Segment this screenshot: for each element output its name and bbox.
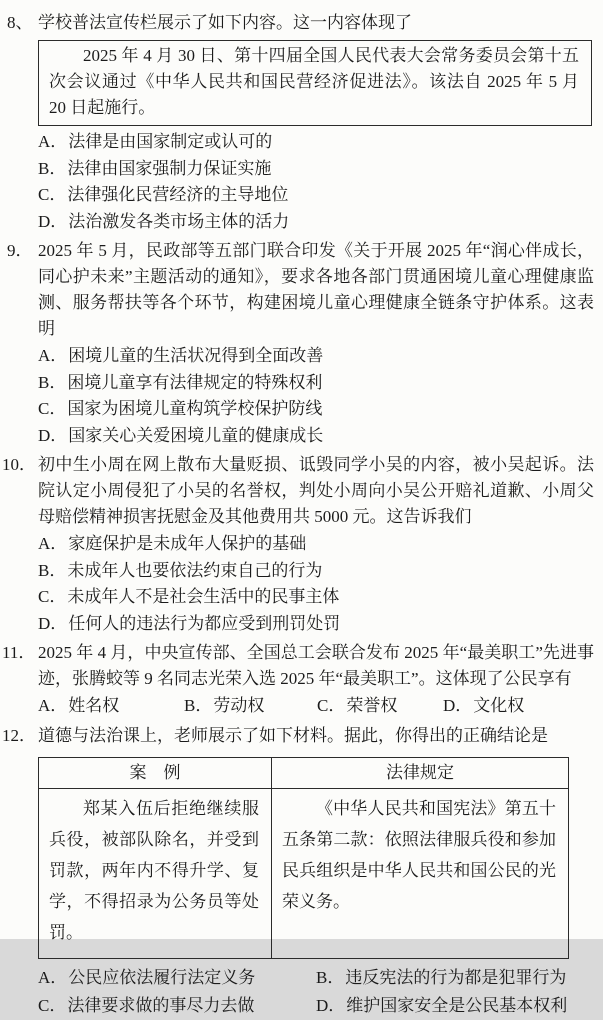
option-text: 法律由国家强制力保证实施 <box>67 158 272 178</box>
option-text: 维护国家安全是公民基本权利 <box>346 996 568 1015</box>
question-8 <box>0 10 594 235</box>
question-11-option-c <box>317 693 443 720</box>
option-text: 荣誉权 <box>346 696 398 715</box>
option-label: A． <box>38 132 68 151</box>
option-label: C． <box>317 696 346 715</box>
table-cell-case <box>39 788 272 958</box>
option-label: B． <box>316 967 345 987</box>
option-label: A． <box>38 967 68 987</box>
option-label: C． <box>38 587 67 606</box>
question-9-option-c <box>38 396 594 423</box>
option-text: 未成年人也要依法约束自己的行为 <box>67 560 323 580</box>
question-9-stem: 2025 年 5 月，民政部等五部门联合印发《关于开展 2025 年“润心伴成长，同心护未来”主题活动的通知》，要求各地各部门贯通困境儿童心理健康监测、服务帮扶等各个环节，构建困境儿童心理健康全链条守护体系。这表明 <box>38 241 594 338</box>
option-label: B． <box>38 158 67 178</box>
option-text: 违反宪法的行为都是犯罪行为 <box>345 967 567 987</box>
option-text: 困境儿童享有法律规定的特殊权利 <box>67 372 323 392</box>
question-12-option-b <box>316 965 594 992</box>
question-8-option-c <box>38 182 594 209</box>
question-10-stem: 初中生小周在网上散布大量贬损、诋毁同学小吴的内容，被小吴起诉。法院认定小周侵犯了小吴的名誉权，判处小周向小吴公开赔礼道歉、小周父母赔偿精神损害抚慰金及其他费用共 5000 元。这告诉我们 <box>38 455 594 526</box>
option-label: D． <box>316 996 346 1015</box>
case-law-table <box>38 757 569 959</box>
option-label: D． <box>443 696 473 715</box>
question-8-number: 8、 <box>7 13 33 32</box>
option-text: 法律强化民营经济的主导地位 <box>67 185 289 204</box>
question-12-options <box>38 965 594 1020</box>
question-11-options <box>38 693 594 720</box>
option-label: D． <box>38 425 68 445</box>
option-label: C． <box>38 185 67 204</box>
question-9-option-d <box>38 423 594 450</box>
question-10-option-d <box>38 611 594 638</box>
option-text: 未成年人不是社会生活中的民事主体 <box>67 587 340 606</box>
question-11-option-d <box>443 693 594 720</box>
question-12-number: 12． <box>2 725 36 745</box>
option-text: 任何人的违法行为都应受到刑罚处罚 <box>68 613 341 633</box>
question-10-number: 10． <box>2 455 36 474</box>
question-8-notice-text: 2025 年 4 月 30 日、第十四届全国人民代表大会常务委员会第十五次会议通过《中华人民共和国民营经济促进法》。该法自 2025 年 5 月 20 日起施行。 <box>49 46 579 117</box>
question-12-stem: 道德与法治课上，老师展示了如下材料。据此，你得出的正确结论是 <box>38 725 548 745</box>
question-10 <box>0 452 594 637</box>
option-label: D． <box>38 211 68 231</box>
table-header-row <box>39 757 569 788</box>
option-text: 国家为困境儿童构筑学校保护防线 <box>67 399 323 418</box>
question-10-options <box>38 531 594 637</box>
question-9 <box>0 238 594 449</box>
question-8-option-d <box>38 209 594 236</box>
option-label: B． <box>38 372 67 392</box>
case-text: 郑某入伍后拒绝继续服兵役，被部队除名，并受到罚款，两年内不得升学、复学，不得招录为公务员等处罚。 <box>49 798 259 942</box>
table-cell-law <box>272 788 569 958</box>
option-text: 法律是由国家制定或认可的 <box>68 132 273 151</box>
question-11-option-a <box>38 693 184 720</box>
option-text: 劳动权 <box>213 696 265 715</box>
option-text: 公民应依法履行法定义务 <box>68 967 256 987</box>
question-12-option-c <box>38 993 316 1020</box>
option-label: A． <box>38 534 68 553</box>
question-11-stem: 2025 年 4 月，中央宣传部、全国总工会联合发布 2025 年“最美职工”先进事迹，张腾蛟等 9 名同志光荣入选 2025 年“最美职工”。这体现了公民享有 <box>38 643 594 688</box>
option-label: C． <box>38 996 67 1015</box>
question-11 <box>0 640 594 720</box>
option-label: C． <box>38 399 67 418</box>
option-label: A． <box>38 696 68 715</box>
question-8-stem: 学校普法宣传栏展示了如下内容。这一内容体现了 <box>38 13 412 32</box>
option-label: B． <box>38 560 67 580</box>
question-8-option-b <box>38 156 594 183</box>
table-header-case: 案 例 <box>39 757 272 788</box>
option-text: 法律要求做的事尽力去做 <box>67 996 255 1015</box>
question-8-options <box>38 129 594 235</box>
law-text: 《中华人民共和国宪法》第五十五条第二款：依照法律服兵役和参加民兵组织是中华人民共和国公民的光荣义务。 <box>282 798 556 911</box>
question-9-options <box>38 343 594 449</box>
option-text: 困境儿童的生活状况得到全面改善 <box>68 346 324 365</box>
question-10-option-c <box>38 584 594 611</box>
option-text: 姓名权 <box>68 696 120 715</box>
table-body-row <box>39 788 569 958</box>
option-text: 法治激发各类市场主体的活力 <box>68 211 290 231</box>
question-12 <box>0 723 594 1020</box>
question-12-option-d <box>316 993 594 1020</box>
option-text: 家庭保护是未成年人保护的基础 <box>68 534 307 553</box>
question-8-notice-box <box>38 40 592 126</box>
option-label: A． <box>38 346 68 365</box>
option-text: 国家关心关爱困境儿童的健康成长 <box>68 425 324 445</box>
question-11-number: 11． <box>2 643 36 662</box>
question-9-option-b <box>38 370 594 397</box>
question-11-option-b <box>184 693 317 720</box>
option-label: B． <box>184 696 213 715</box>
question-8-option-a <box>38 129 594 156</box>
question-10-option-a <box>38 531 594 558</box>
table-header-law: 法律规定 <box>272 757 569 788</box>
question-10-option-b <box>38 558 594 585</box>
question-9-option-a <box>38 343 594 370</box>
option-label: D． <box>38 613 68 633</box>
question-9-number: 9． <box>7 241 33 260</box>
option-text: 文化权 <box>473 696 525 715</box>
question-12-option-a <box>38 965 316 992</box>
